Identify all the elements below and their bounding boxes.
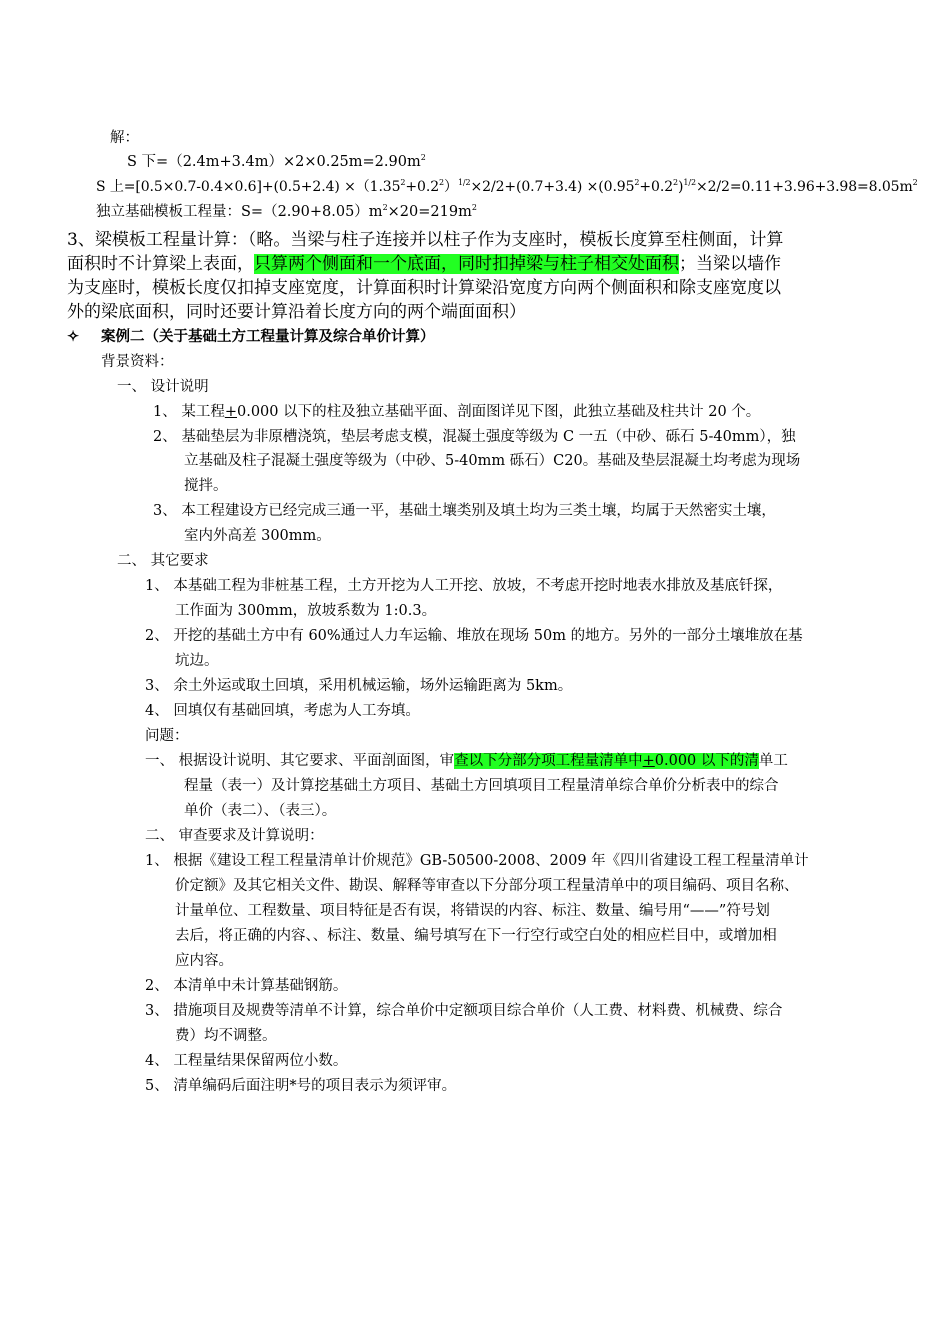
design-item-3-line-2: 室内外高差 300mm。 xyxy=(184,528,331,544)
case2-heading: ✧ 案例二（关于基础土方工程量计算及综合单价计算） xyxy=(67,328,435,345)
review-item-3-line-2: 费）均不调整。 xyxy=(175,1028,277,1044)
other-item-1-line-1: 1、 本基础工程为非桩基工程，土方开挖为人工开挖、放坡，不考虑开挖时地表水排放及基底钎探， xyxy=(145,578,783,594)
question-2: 二、 审查要求及计算说明： xyxy=(145,828,324,844)
design-item-2-line-2: 立基础及柱子混凝土强度等级为（中砂、5-40mm 砾石）C20。基础及垫层混凝土均考虑为现场 xyxy=(184,453,801,469)
diamond-bullet-icon: ✧ xyxy=(67,328,80,345)
other-item-4: 4、 回填仅有基础回填，考虑为人工夯填。 xyxy=(145,703,420,719)
question-label: 问题： xyxy=(145,728,189,744)
design-item-2-line-3: 搅拌。 xyxy=(184,478,228,494)
formula-s-upper: S 上$=[0.5\times 0.7-0.4\times 0.6]+(0.5+2.4) \times(1.35^2+0.2^2)^{1/2}\times 2/2+(0.7+3.4) \times(0.95^2+0.2^2)^{1/2}\times 2/2=0.11+3.96+3.98=8.05m^2$ xyxy=(96,178,918,195)
other-item-1-line-2: 工作面为 300mm，放坡系数为 1:0.3。 xyxy=(175,603,437,619)
other-item-3: 3、 余土外运或取土回填，采用机械运输，场外运输距离为 5km。 xyxy=(145,678,573,694)
question-1-line-2: 程量（表一）及计算挖基础土方项目、基础土方回填项目工程量清单综合单价分析表中的综合 xyxy=(184,778,779,794)
solution-label: 解： xyxy=(110,130,139,146)
review-item-1-line-5: 应内容。 xyxy=(175,953,233,969)
beam-paragraph-line-2: 面积时不计算梁上表面，只算两个侧面和一个底面，同时扣掉梁与柱子相交处面积；当梁以墙作 xyxy=(67,254,781,274)
highlighted-text: 只算两个侧面和一个底面，同时扣掉梁与柱子相交处面积 xyxy=(254,254,679,274)
review-item-3-line-1: 3、 措施项目及规费等清单不计算，综合单价中定额项目综合单价（人工费、材料费、机械费、综合 xyxy=(145,1003,783,1019)
review-item-5: 5、 清单编码后面注明*号的项目表示为须评审。 xyxy=(145,1078,457,1094)
review-item-1-line-2: 价定额》及其它相关文件、勘误、解释等审查以下分部分项工程量清单中的项目编码、项目名称、 xyxy=(175,878,799,894)
review-item-1-line-3: 计量单位、工程数量、项目特征是否有误，将错误的内容、标注、数量、编号用“——”符号划 xyxy=(175,903,770,919)
beam-paragraph-line-4: 外的梁底面积，同时还要计算沿着长度方向的两个端面面积） xyxy=(67,302,526,322)
formula-total: 独立基础模板工程量：$S=(2.90+8.05)m^2\times 20=219m^2$ xyxy=(96,203,477,220)
beam-paragraph-line-1: 3、梁模板工程量计算：（略。当梁与柱子连接并以柱子作为支座时，模板长度算至柱侧面，计算 xyxy=(67,230,784,250)
review-item-4: 4、 工程量结果保留两位小数。 xyxy=(145,1053,348,1069)
background-label: 背景资料： xyxy=(101,354,174,370)
other-item-2-line-1: 2、 开挖的基础土方中有 60%通过人力车运输、堆放在现场 50m 的地方。另外的一部分土壤堆放在基 xyxy=(145,628,803,644)
design-item-2-line-1: 2、 基础垫层为非原槽浇筑，垫层考虑支模，混凝土强度等级为 C 一五（中砂、砾石 5-40mm），独 xyxy=(153,429,796,445)
section-design-notes: 一、 设计说明 xyxy=(117,379,209,395)
design-item-3-line-1: 3、 本工程建设方已经完成三通一平，基础土壤类别及填土均为三类土壤，均属于天然密实土壤， xyxy=(153,503,776,519)
design-item-1: 1、 某工程+0.000 以下的柱及独立基础平面、剖面图详见下图，此独立基础及柱共计 20 个。 xyxy=(153,404,761,420)
other-item-2-line-2: 坑边。 xyxy=(175,653,219,669)
beam-paragraph-line-3: 为支座时，模板长度仅扣掉支座宽度，计算面积时计算梁沿宽度方向两个侧面积和除支座宽度以 xyxy=(67,278,781,298)
question-1-line-1: 一、 根据设计说明、其它要求、平面剖面图，审查以下分部分项工程量清单中+0.000 以下的清单工 xyxy=(145,753,788,769)
review-item-2: 2、 本清单中未计算基础钢筋。 xyxy=(145,978,348,994)
review-item-1-line-4: 去后，将正确的内容、、标注、数量、编号填写在下一行空行或空白处的相应栏目中，或增加相 xyxy=(175,928,777,944)
review-item-1-line-1: 1、 根据《建设工程工程量清单计价规范》GB-50500-2008、2009 年《四川省建设工程工程量清单计 xyxy=(145,853,809,869)
formula-s-lower: S 下$=(2.4m+3.4m)\times 2\times 0.25m=2.90m^2$ xyxy=(127,153,426,170)
section-other-requirements: 二、 其它要求 xyxy=(117,553,209,569)
question-1-line-3: 单价（表二）、（表三）。 xyxy=(184,803,337,819)
